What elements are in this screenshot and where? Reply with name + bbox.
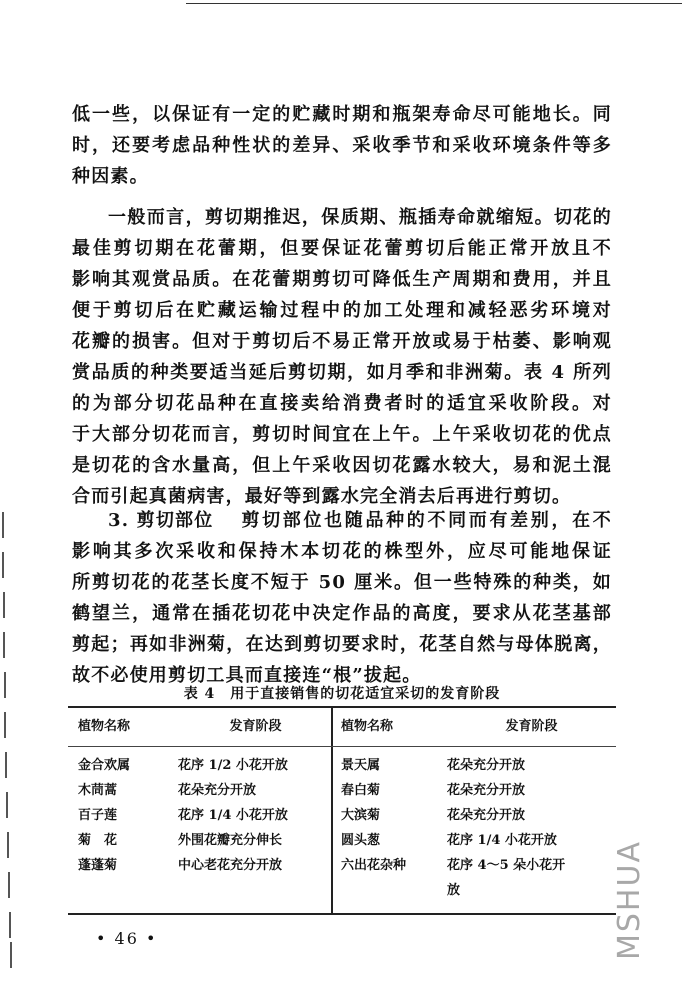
plant-name: 景天属 <box>341 758 381 773</box>
harvest-stage-table <box>68 706 616 915</box>
table-row <box>68 853 333 878</box>
paragraph-2 <box>72 202 612 512</box>
stage: 放 <box>447 883 461 898</box>
stage: 花序 4～5 朵小花开 <box>447 858 566 873</box>
stage: 外围花瓣充分伸长 <box>178 833 283 848</box>
table-row <box>68 778 333 803</box>
table-row <box>341 853 616 878</box>
plant-name: 六出花杂种 <box>341 858 407 873</box>
stage: 花序 1/4 小花开放 <box>178 808 288 823</box>
text-line: 是切花的含水量高，但上午采收因切花露水较大，易和泥土混 <box>72 455 612 476</box>
plant-name: 金合欢属 <box>78 758 131 773</box>
text-line: 影响其观赏品质。在花蕾期剪切可降低生产周期和费用，并且 <box>72 269 612 290</box>
plant-name: 大滨菊 <box>341 808 381 823</box>
table-row <box>341 803 616 828</box>
paragraph-3 <box>72 505 612 691</box>
paragraph-1 <box>72 99 612 192</box>
text-line: 最佳剪切期在花蕾期，但要保证花蕾剪切后能正常开放且不 <box>72 238 612 259</box>
text-line: 的为部分切花品种在直接卖给消费者时的适宜采收阶段。对 <box>72 393 612 414</box>
text-line: 低一些，以保证有一定的贮藏时期和瓶架寿命尽可能地长。同 <box>72 104 612 125</box>
table-row <box>341 778 616 803</box>
column-divider <box>331 708 333 746</box>
text-line <box>72 505 612 536</box>
column-divider <box>331 747 333 913</box>
text-line: 故不必使用剪切工具而直接连“根”拔起。 <box>72 665 422 686</box>
stage: 花朵充分开放 <box>447 808 526 823</box>
text-line: 花瓣的损害。但对于剪切后不易正常开放或易于枯萎、影响观 <box>72 331 612 352</box>
header-plant-name: 植物名称 <box>341 719 394 734</box>
text-line: 所剪切花的花茎长度不短于 50 厘米。但一些特殊的种类，如 <box>72 572 612 593</box>
text-segment: 剪切部位也随品种的不同而有差别，在不 <box>241 510 612 531</box>
text-line: 于大部分切花而言，剪切时间宜在上午。上午采收切花的优点 <box>72 424 612 445</box>
plant-name: 百子莲 <box>78 808 118 823</box>
binding-margin-marks <box>0 500 14 980</box>
table-row <box>341 828 616 853</box>
table-body <box>68 747 616 913</box>
header-plant-name: 植物名称 <box>78 719 131 734</box>
table-header <box>68 708 616 746</box>
plant-name: 春白菊 <box>341 783 381 798</box>
table-row <box>341 753 616 778</box>
stage: 花序 1/4 小花开放 <box>447 833 557 848</box>
text-line: 一般而言，剪切期推迟，保质期、瓶插寿命就缩短。切花的 <box>108 207 612 228</box>
header-stage: 发育阶段 <box>229 719 282 734</box>
header-stage: 发育阶段 <box>505 719 558 734</box>
text-line: 种因素。 <box>72 166 149 187</box>
section-heading: 3. 剪切部位 <box>108 510 214 531</box>
table-row <box>341 878 616 903</box>
stage: 花序 1/2 小花开放 <box>178 758 288 773</box>
top-scan-rule <box>186 3 682 4</box>
text-line: 便于剪切后在贮藏运输过程中的加工处理和减轻恶劣环境对 <box>72 300 612 321</box>
page-number: • 46 • <box>96 929 158 948</box>
text-line: 影响其多次采收和保持木本切花的株型外，应尽可能地保证 <box>72 541 612 562</box>
watermark: MSHUA <box>612 840 647 960</box>
plant-name: 圆头葱 <box>341 833 381 848</box>
stage: 中心老花充分开放 <box>178 858 283 873</box>
plant-name: 木茼蒿 <box>78 783 118 798</box>
stage: 花朵充分开放 <box>178 783 257 798</box>
text-line: 鹤望兰，通常在插花切花中决定作品的高度，要求从花茎基部 <box>72 603 612 624</box>
text-line: 时，还要考虑品种性状的差异、采收季节和采收环境条件等多 <box>72 135 612 156</box>
table-row <box>68 753 333 778</box>
table-row <box>68 828 333 853</box>
text-line: 剪起；再如非洲菊，在达到剪切要求时，花茎自然与母体脱离， <box>72 634 612 655</box>
stage: 花朵充分开放 <box>447 758 526 773</box>
text-line: 赏品质的种类要适当延后剪切期，如月季和非洲菊。表 4 所列 <box>72 362 612 383</box>
table-bottom-rule <box>68 913 616 915</box>
table-caption: 表 4 用于直接销售的切花适宜采切的发育阶段 <box>183 686 501 702</box>
text-line: 合而引起真菌病害，最好等到露水完全消去后再进行剪切。 <box>72 486 572 507</box>
plant-name: 菊 花 <box>78 833 118 848</box>
plant-name <box>341 878 443 903</box>
stage: 花朵充分开放 <box>447 783 526 798</box>
plant-name: 蓬蓬菊 <box>78 858 118 873</box>
table-row <box>68 803 333 828</box>
